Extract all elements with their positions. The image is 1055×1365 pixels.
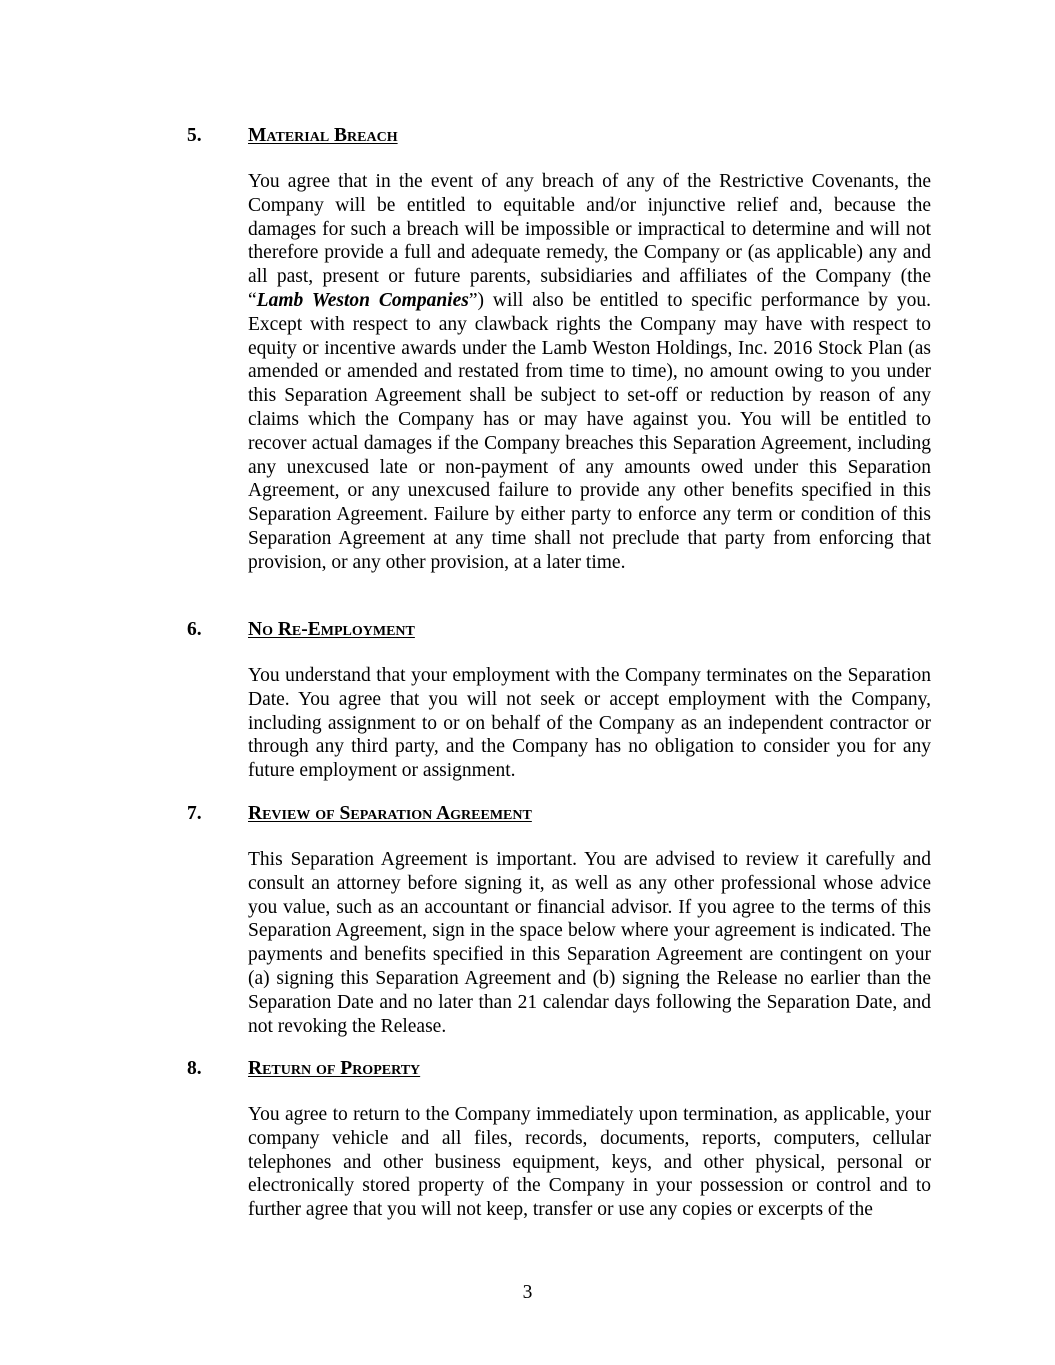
- section-body: You understand that your employment with the Company terminates on the Separation Date. You agree that you will not seek or accept employment with the Company, including assignment to or on behalf of the Company as an independent contractor or through any third party, and the Company has no obligation to consider you for any future employment or assignment.: [248, 665, 931, 782]
- section-heading: Material Breach: [248, 125, 398, 146]
- section-number: 8.: [187, 1058, 202, 1079]
- section-heading: Review of Separation Agreement: [248, 803, 532, 824]
- defined-term: Lamb Weston Companies: [256, 289, 469, 311]
- body-text-after: ”) will also be entitled to specific performance by you. Except with respect to any clawback rights the Company may have with respect to equity or incentive awards under the Lamb Weston Holdings, Inc. 2016 Stock Plan (as amended or amended and restated from time to time), no amount owing to you under this Separation Agreement shall be subject to set-off or reduction by reason of any claims which the Company has or may have against you. You will be entitled to recover actual damages if the Company breaches this Separation Agreement, including any unexcused late or non-payment of any amounts owed under this Separation Agreement, or any unexcused failure to provide any other benefits specified in this Separation Agreement. Failure by either party to enforce any term or condition of this Separation Agreement at any time shall not preclude that party from enforcing that provision, or any other provision, at a later time.: [248, 289, 931, 573]
- body-text-before: You agree that in the event of any breach of any of the Restrictive Covenants, the Company will be entitled to equitable and/or injunctive relief and, because the damages for such a breach will be impossible or impractical to determine and will not therefore provide a full and adequate remedy, the Company or (as applicable) any and all past, present or future parents, subsidiaries and affiliates of the Company (the “: [248, 171, 931, 311]
- section-number: 7.: [187, 803, 202, 824]
- section-body: This Separation Agreement is important. You are advised to review it carefully and consult an attorney before signing it, as well as any other professional whose advice you value, such as an accountant or financial advisor. If you agree to the terms of this Separation Agreement, sign in the space below where your agreement is indicated. The payments and benefits specified in this Separation Agreement are contingent on your (a) signing this Separation Agreement and (b) signing the Release no earlier than the Separation Date and no later than 21 calendar days following the Separation Date, and not revoking the Release.: [248, 849, 931, 1037]
- section-heading: No Re-Employment: [248, 619, 415, 640]
- page-number: 3: [522, 1282, 533, 1303]
- section-body: [248, 170, 931, 575]
- section-heading: Return of Property: [248, 1058, 421, 1079]
- section-number: 5.: [187, 125, 202, 146]
- section-body: You agree to return to the Company immediately upon termination, as applicable, your company vehicle and all files, records, documents, reports, computers, cellular telephones and other business equipment, keys, and other physical, personal or electronically stored property of the Company in your possession or control and to further agree that you will not keep, transfer or use any copies or excerpts of the: [248, 1104, 931, 1221]
- section-number: 6.: [187, 619, 202, 640]
